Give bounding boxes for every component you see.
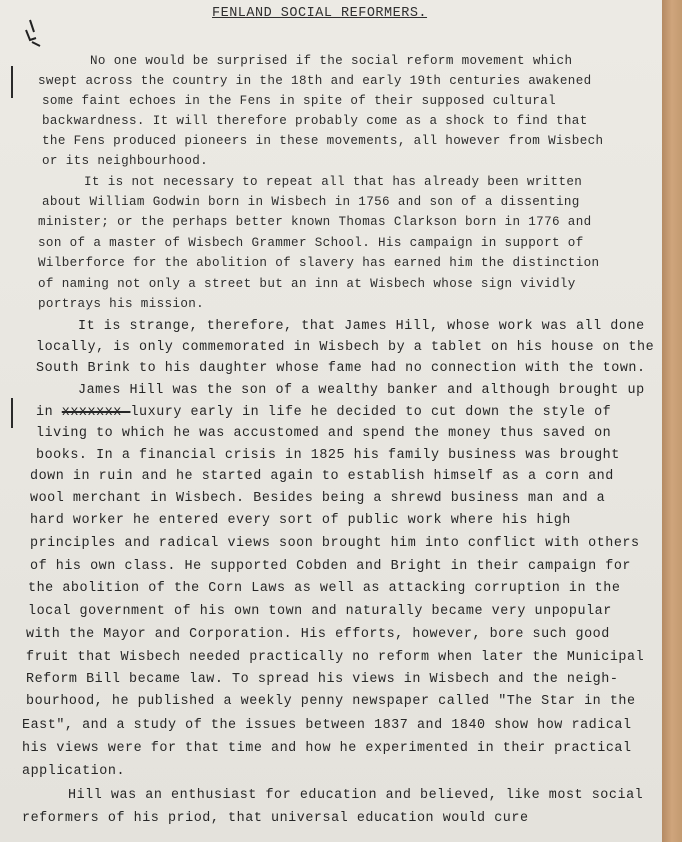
text-line (22, 764, 125, 779)
text-line (42, 94, 556, 108)
text-line (30, 491, 605, 506)
text-line-content: or its neighbourhood. (42, 154, 209, 168)
text-line-content: portrays his mission. (38, 297, 205, 311)
text-line (90, 54, 572, 68)
text-line (38, 236, 584, 250)
text-line (22, 718, 632, 733)
text-line (22, 811, 529, 826)
page-title: FENLAND SOCIAL REFORMERS. (212, 6, 428, 21)
text-line-content: the abolition of the Corn Laws as well as attacking corruption in the (28, 581, 621, 596)
text-line-content: principles and radical views soon brought him into conflict with others (30, 536, 640, 551)
text-line (38, 74, 592, 88)
text-line-content: of his own class. He supported Cobden and Bright in their campaign for (30, 559, 631, 574)
pen-mark-icon (22, 18, 52, 58)
margin-bar (11, 66, 13, 98)
text-line-content: with the Mayor and Corporation. His efforts, however, bore such good (26, 627, 610, 642)
text-line (30, 536, 640, 551)
text-line (26, 672, 618, 687)
text-line (22, 741, 632, 756)
text-line-content: Hill was an enthusiast for education and believed, like most social (68, 788, 644, 803)
text-line (36, 340, 654, 355)
text-line (30, 559, 631, 574)
text-line-content: of naming not only a street but an inn at Wisbech whose sign vividly (38, 277, 576, 291)
text-line (42, 154, 208, 168)
struck-out-word: xxxxxxx (61, 405, 131, 420)
text-line (78, 319, 645, 334)
text-line (84, 175, 582, 189)
text-line-content: locally, is only commemorated in Wisbech by a tablet on his house on the (36, 340, 655, 355)
text-line-content: down in ruin and he started again to establish himself as a corn and (30, 469, 614, 484)
text-line-content: books. In a financial crisis in 1825 his family business was brought (36, 448, 620, 463)
text-line (30, 513, 571, 528)
text-line (26, 650, 644, 665)
text-line-content: local government of his own town and naturally became very unpopular (28, 604, 612, 619)
text-line (36, 448, 620, 463)
text-line (38, 215, 592, 229)
text-line-content: wool merchant in Wisbech. Besides being a shrewd business man and a (30, 491, 606, 506)
text-line (38, 297, 204, 311)
text-line (28, 581, 620, 596)
text-line-content: James Hill was the son of a wealthy banker and although brought up (78, 383, 645, 398)
line-prefix: in (36, 405, 62, 420)
text-line (36, 426, 611, 441)
text-line-content: reformers of his priod, that universal education would cure (22, 811, 529, 826)
text-line-content: fruit that Wisbech needed practically no reform when later the Municipal (26, 650, 645, 665)
text-line-content: backwardness. It will therefore probably come as a shock to find that (42, 114, 588, 128)
text-line-content: luxury early in life he decided to cut down the style of (130, 405, 612, 420)
text-line (26, 694, 636, 709)
text-line-content: some faint echoes in the Fens in spite of their supposed cultural (42, 94, 556, 108)
text-line-content: East", and a study of the issues between 1837 and 1840 show how radical (22, 718, 632, 733)
text-line-content: South Brink to his daughter whose fame had no connection with the town. (36, 361, 646, 376)
text-line (26, 627, 610, 642)
text-line (78, 383, 645, 398)
text-line-content: Wilberforce for the abolition of slavery has earned him the distinction (38, 256, 600, 270)
text-line-content: his views were for that time and how he experimented in their practical (22, 741, 632, 756)
text-line (42, 134, 603, 148)
text-line-content: the Fens produced pioneers in these movements, all however from Wisbech (42, 134, 604, 148)
text-line-content: son of a master of Wisbech Grammer School. His campaign in support of (38, 236, 584, 250)
page-edge (662, 0, 682, 842)
text-line (30, 469, 614, 484)
text-line-content: application. (22, 764, 126, 779)
text-line (38, 277, 576, 291)
text-line (36, 361, 646, 376)
text-line-content: No one would be surprised if the social reform movement which (90, 54, 573, 68)
text-line (42, 114, 588, 128)
text-line-content: living to which he was accustomed and spend the money thus saved on (36, 426, 612, 441)
text-line (68, 788, 643, 803)
text-line-content: hard worker he entered every sort of public work where his high (30, 513, 571, 528)
text-line (38, 256, 599, 270)
text-line-content: bourhood, he published a weekly penny newspaper called "The Star in the (26, 694, 636, 709)
text-line-content: swept across the country in the 18th and early 19th centuries awakened (38, 74, 592, 88)
text-line (28, 604, 612, 619)
text-line (36, 405, 611, 420)
text-line (42, 195, 580, 209)
text-line-content: It is not necessary to repeat all that has already been written (84, 175, 583, 189)
text-line-content: about William Godwin born in Wisbech in 1756 and son of a dissenting (42, 195, 580, 209)
text-line-content: minister; or the perhaps better known Thomas Clarkson born in 1776 and (38, 215, 592, 229)
margin-bar (11, 398, 13, 428)
text-line-content: Reform Bill became law. To spread his views in Wisbech and the neigh- (26, 672, 619, 687)
text-line-content: It is strange, therefore, that James Hill, whose work was all done (78, 319, 645, 334)
